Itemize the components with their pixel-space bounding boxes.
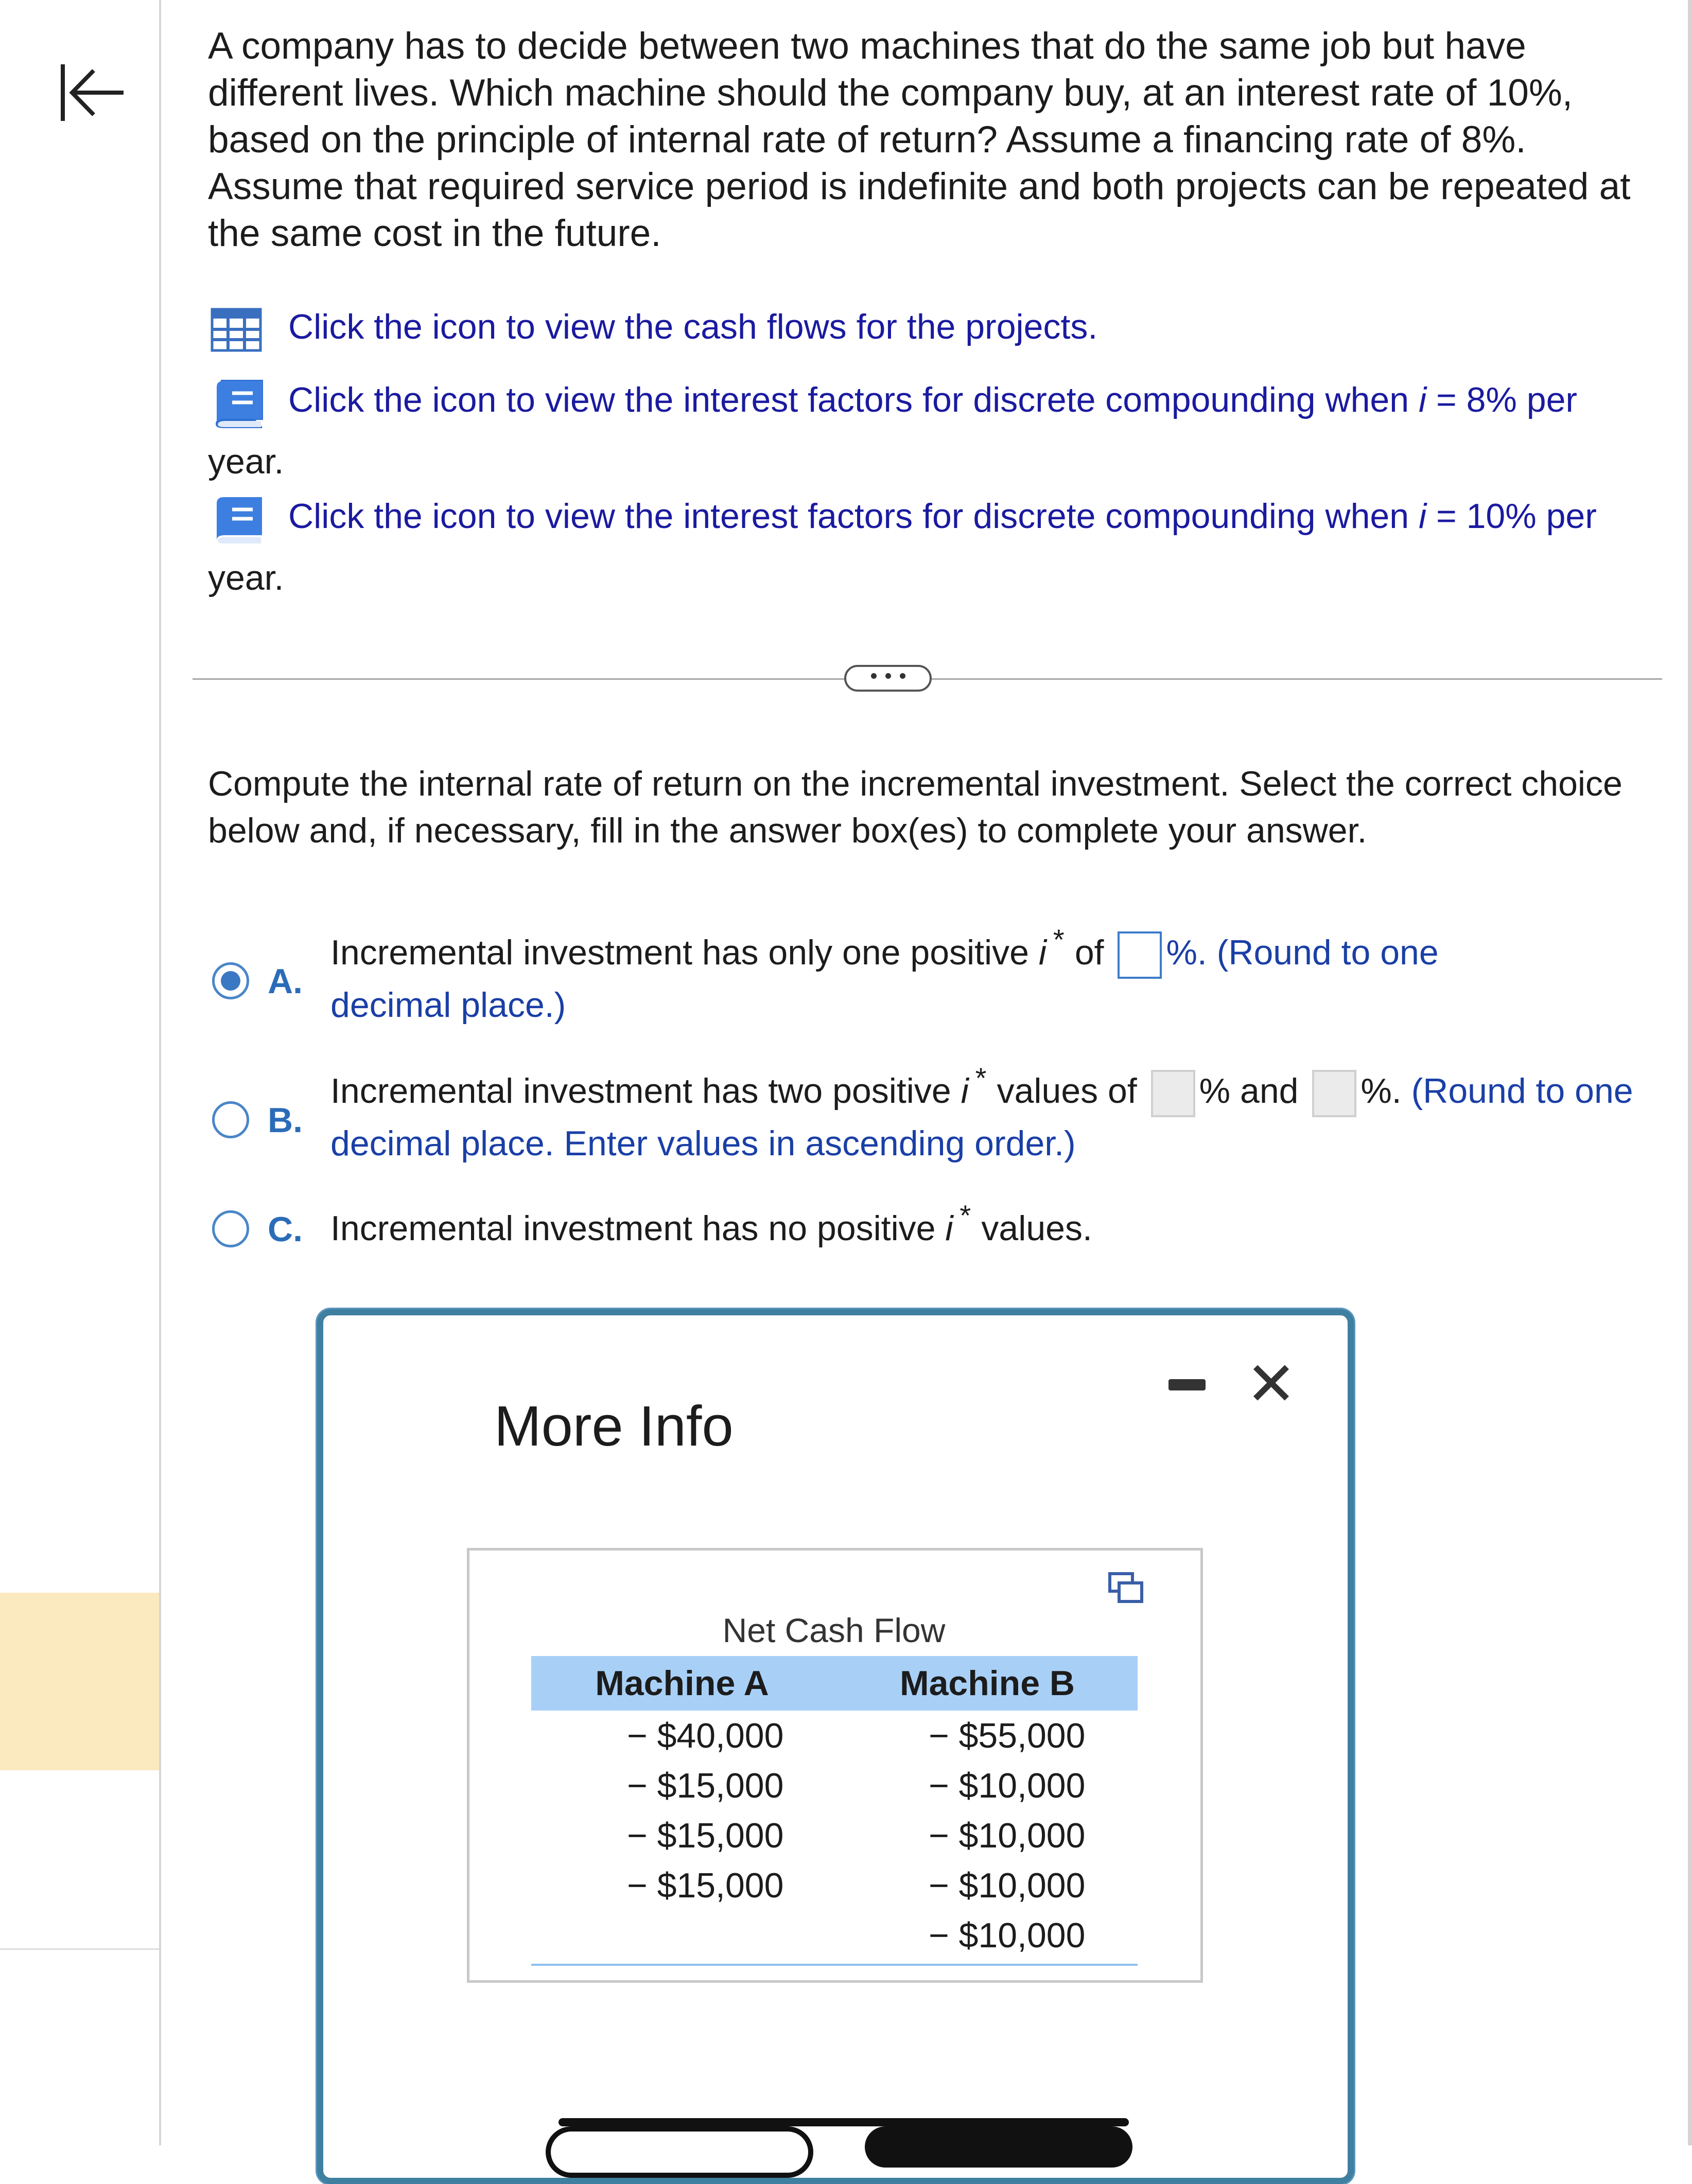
factors-10-prefix: Click the icon to view the interest factors for discrete compounding when [288, 497, 1419, 536]
option-c-letter: C. [268, 1210, 303, 1249]
option-a-post: %. (Round to one [1166, 933, 1439, 972]
bottom-bar [559, 2118, 1129, 2126]
option-c-var: i [945, 1209, 953, 1248]
machine-b-cell: − $10,000 [929, 1916, 1086, 1955]
machine-a-cell: − $40,000 [627, 1716, 784, 1755]
option-b-answer-box-1[interactable] [1151, 1070, 1195, 1117]
rail-divider [0, 1948, 159, 1950]
option-b-radio[interactable] [212, 1101, 249, 1138]
factors-10-link[interactable] [288, 493, 1597, 539]
option-b-and: % and [1199, 1071, 1309, 1111]
header-machine-b: Machine B [899, 1664, 1075, 1703]
right-scroll-edge [1688, 0, 1692, 2145]
option-b-line2: decimal place. Enter values in ascending order.) [330, 1124, 1076, 1164]
option-a-star: * [1053, 923, 1065, 956]
collapse-panel-button[interactable] [57, 59, 129, 126]
option-b-post: %. [1360, 1071, 1402, 1111]
machine-a-cell: − $15,000 [627, 1866, 784, 1905]
option-c-post: values. [971, 1209, 1092, 1248]
table-bottom-rule [531, 1964, 1138, 1966]
option-a-pre: Incremental investment has only one positive [330, 933, 1039, 972]
option-b-answer-box-2[interactable] [1312, 1070, 1356, 1117]
option-a-mid: of [1065, 933, 1114, 972]
option-a-letter: A. [268, 962, 303, 1001]
modal-primary-button[interactable] [865, 2126, 1132, 2168]
machine-b-cell: − $55,000 [929, 1716, 1086, 1755]
option-b-post2: (Round to one [1411, 1071, 1633, 1111]
option-a-text [330, 923, 1648, 1031]
machine-b-cell: − $10,000 [929, 1766, 1086, 1805]
option-c-text [330, 1199, 1648, 1255]
ellipsis-icon [871, 673, 877, 679]
factors-8-year: year. [208, 442, 284, 481]
ellipsis-dot [900, 673, 905, 679]
minimize-icon[interactable] [1168, 1379, 1206, 1390]
modal-secondary-button[interactable] [546, 2126, 813, 2178]
factors-8-prefix: Click the icon to view the interest factors for discrete compounding when [288, 380, 1419, 419]
option-b-mid: values of [987, 1071, 1147, 1111]
header-machine-a: Machine A [595, 1664, 769, 1703]
machine-a-cell: − $15,000 [627, 1766, 784, 1805]
left-rail [0, 0, 161, 2145]
option-c-pre: Incremental investment has no positive [330, 1209, 946, 1248]
option-b-star: * [975, 1062, 987, 1094]
copy-icon[interactable] [1108, 1572, 1145, 1605]
book-icon[interactable] [211, 494, 267, 545]
option-b-letter: B. [268, 1101, 303, 1140]
option-c-istar [945, 1199, 971, 1248]
factors-8-suffix: = 8% per [1426, 380, 1578, 419]
collapse-left-icon [57, 59, 129, 126]
option-b-text [330, 1062, 1648, 1170]
option-c-radio[interactable] [212, 1210, 249, 1247]
option-a-istar [1038, 923, 1065, 972]
machine-a-cell: − $15,000 [627, 1816, 784, 1855]
option-a-var: i [1038, 933, 1046, 972]
option-c-star: * [960, 1199, 971, 1231]
option-b-pre: Incremental investment has two positive [330, 1071, 961, 1111]
option-a-answer-box[interactable] [1118, 931, 1162, 979]
ellipsis-dot [885, 673, 891, 679]
factors-8-link[interactable] [288, 377, 1577, 423]
question-text: A company has to decide between two machines that do the same job but have different lives. Which machine should the company buy, at an interest rate of 10%, based on the principle of internal rate of return? Assume a financing rate of 8%. Assume that required service period is indefinite and both projects can be repeated at the same cost in the future. [208, 25, 1631, 254]
instructions-text: Compute the internal rate of return on the incremental investment. Select the correct choice below and, if necessary, fill in the answer box(es) to complete your answer. [208, 764, 1623, 850]
close-icon[interactable]: ✕ [1246, 1350, 1297, 1418]
option-a-line2: decimal place.) [330, 985, 566, 1025]
expand-more-button[interactable] [844, 665, 932, 692]
book-icon[interactable] [211, 378, 267, 429]
option-a-radio[interactable] [212, 962, 249, 999]
machine-b-cell: − $10,000 [929, 1866, 1086, 1905]
cash-flows-link[interactable]: Click the icon to view the cash flows for the projects. [288, 307, 1098, 346]
factors-8-var: i [1418, 380, 1427, 419]
factors-10-var: i [1418, 497, 1427, 536]
modal-title: More Info [494, 1395, 734, 1458]
option-b-istar [961, 1062, 987, 1111]
option-b-var: i [961, 1071, 969, 1111]
factors-10-suffix: = 10% per [1426, 497, 1597, 536]
machine-b-cell: − $10,000 [929, 1816, 1086, 1855]
rail-highlight [0, 1593, 159, 1770]
table-grid-icon[interactable] [211, 308, 262, 352]
factors-10-year: year. [208, 558, 284, 597]
table-caption: Net Cash Flow [722, 1611, 946, 1649]
